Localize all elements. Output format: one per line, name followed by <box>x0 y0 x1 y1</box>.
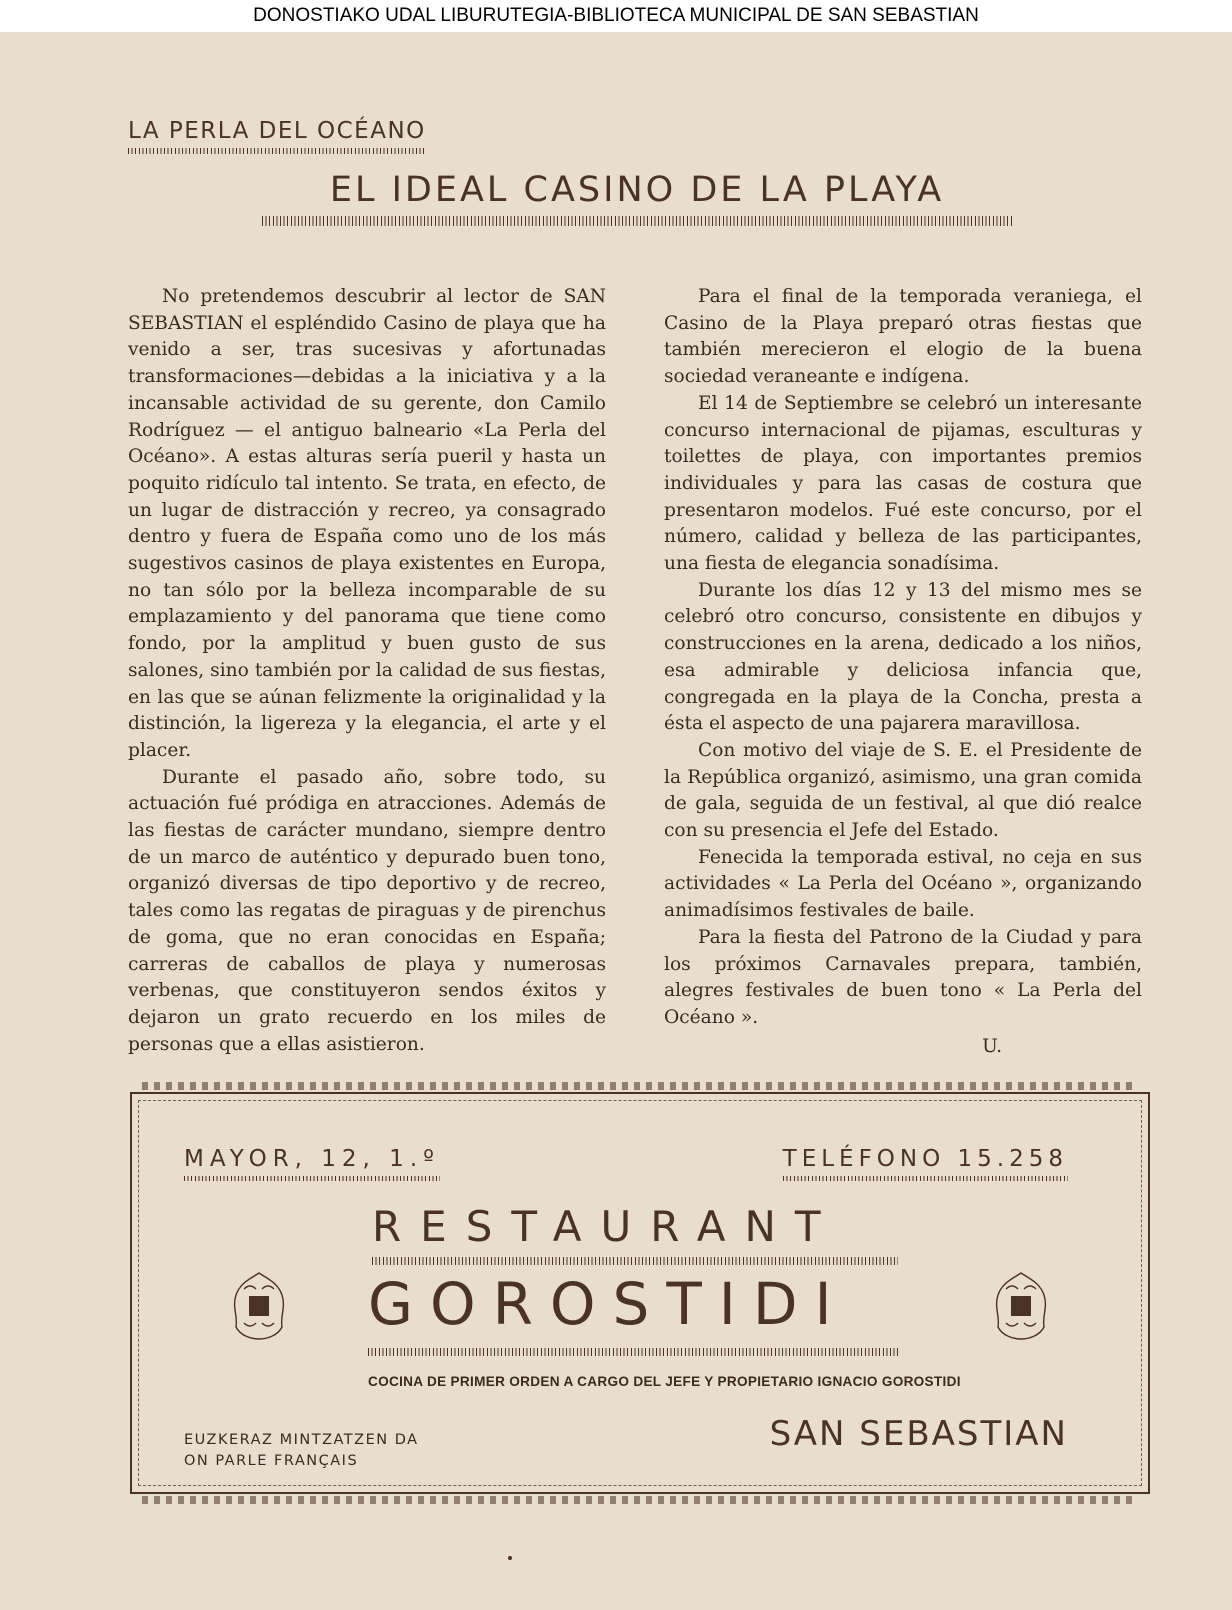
paragraph: Fenecida la temporada estival, no ceja en sus actividades « La Perla del Océano », organizando animadísimos festivales de baile. <box>664 846 1142 922</box>
article-signature: U. <box>982 1035 1002 1057</box>
ad-restaurant-text: RESTAURANT <box>372 1202 840 1251</box>
article-column-right <box>664 284 1142 1060</box>
headline-text: EL IDEAL CASINO DE LA PLAYA <box>329 170 945 210</box>
ad-address-rule <box>184 1176 440 1181</box>
flourish-ornament-icon <box>230 1269 288 1343</box>
section-rule <box>128 148 426 154</box>
ornamental-border-top <box>142 1082 1138 1090</box>
magazine-page <box>0 32 1232 1610</box>
ad-city: SAN SEBASTIAN <box>769 1414 1068 1454</box>
ad-restaurant-rule <box>372 1257 898 1265</box>
ad-phone-rule <box>783 1176 1068 1181</box>
ad-language-basque: EUZKERAZ MINTZATZEN DA <box>184 1432 419 1448</box>
flourish-ornament-icon <box>992 1269 1050 1343</box>
headline-rule <box>262 216 1012 226</box>
ad-phone <box>783 1146 1068 1181</box>
paragraph: Para el final de la temporada veraniega, el Casino de la Playa preparó otras fiestas que también merecieron el elogio de la buena sociedad veraneante e indígena. <box>664 286 1142 388</box>
ornamental-border-bottom <box>142 1496 1138 1504</box>
ad-phone-text: TELÉFONO 15.258 <box>782 1146 1068 1172</box>
ad-languages <box>184 1430 419 1472</box>
section-title-text: LA PERLA DEL OCÉANO <box>128 118 426 144</box>
ad-tagline: COCINA DE PRIMER ORDEN A CARGO DEL JEFE Y PROPIETARIO IGNACIO GOROSTIDI <box>368 1374 961 1389</box>
restaurant-advertisement <box>130 1092 1150 1494</box>
paragraph: No pretendemos descubrir al lector de SAN SEBASTIAN el espléndido Casino de playa que ha venido a ser, tras sucesivas y afortunadas transformaciones—debidas a la iniciativa y a la incansable actividad de su gerente, don Camilo Rodríguez — el antiguo balneario «La Perla del Océano». A estas alturas sería pueril y hasta un poquito ridículo tal intento. Se trata, en efecto, de un lugar de distracción y recreo, ya consagrado dentro y fuera de España como uno de los más sugestivos casinos de playa existentes en Europa, no tan sólo por la belleza incomparable de su emplazamiento y del panorama que tiene como fondo, por la amplitud y buen gusto de sus salones, sino también por la calidad de sus fiestas, en las que se aúnan felizmente la originalidad y la distinción, la ligereza y la elegancia, el arte y el placer. <box>128 286 606 761</box>
ad-address <box>184 1146 440 1181</box>
ad-address-text: MAYOR, 12, 1.º <box>184 1146 440 1172</box>
paragraph: Durante el pasado año, sobre todo, su actuación fué pródiga en atracciones. Además de las fiestas de carácter mundano, siempre dentro de un marco de auténtico y depurado buen tono, organizó diversas de tipo deportivo y de recreo, tales como las regatas de piraguas y de pirenchus de goma, que no eran conocidas en España; carreras de caballos de playa y numerosas verbenas, que constituyeron sendos éxitos y dejaron un grato recuerdo en los miles de personas que a ellas asistieron. <box>128 766 606 1055</box>
paragraph: El 14 de Septiembre se celebró un interesante concurso internacional de pijamas, esculturas y toilettes de playa, con importantes premios individuales y para las casas de costura que presentaron modelos. Fué este concurso, por el número, calidad y belleza de las participantes, una fiesta de elegancia sonadísima. <box>664 392 1142 575</box>
ad-restaurant-word <box>372 1202 898 1265</box>
section-title <box>128 118 426 154</box>
article-headline <box>262 170 1012 226</box>
print-speck <box>508 1556 512 1560</box>
library-header: DONOSTIAKO UDAL LIBURUTEGIA-BIBLIOTECA MUNICIPAL DE SAN SEBASTIAN <box>0 0 1232 32</box>
ad-name-text: GOROSTIDI <box>368 1270 849 1338</box>
paragraph: Durante los días 12 y 13 del mismo mes se celebró otro concurso, consistente en dibujos y construcciones en la arena, dedicado a los niños, esa admirable y deliciosa infancia que, congregada en la playa de la Concha, presta a ésta el aspecto de una pajarera maravillosa. <box>664 579 1142 735</box>
article-column-left <box>128 284 606 1058</box>
ad-language-french: ON PARLE FRANÇAIS <box>184 1453 359 1469</box>
ad-name-rule <box>368 1348 898 1356</box>
paragraph: Para la fiesta del Patrono de la Ciudad y para los próximos Carnavales prepara, también, alegres festivales de buen tono « La Perla del Océano ». <box>664 926 1142 1028</box>
paragraph: Con motivo del viaje de S. E. el Presidente de la República organizó, asimismo, una gran comida de gala, seguida de un festival, al que dió realce con su presencia el Jefe del Estado. <box>664 739 1142 842</box>
ad-name <box>368 1270 898 1356</box>
